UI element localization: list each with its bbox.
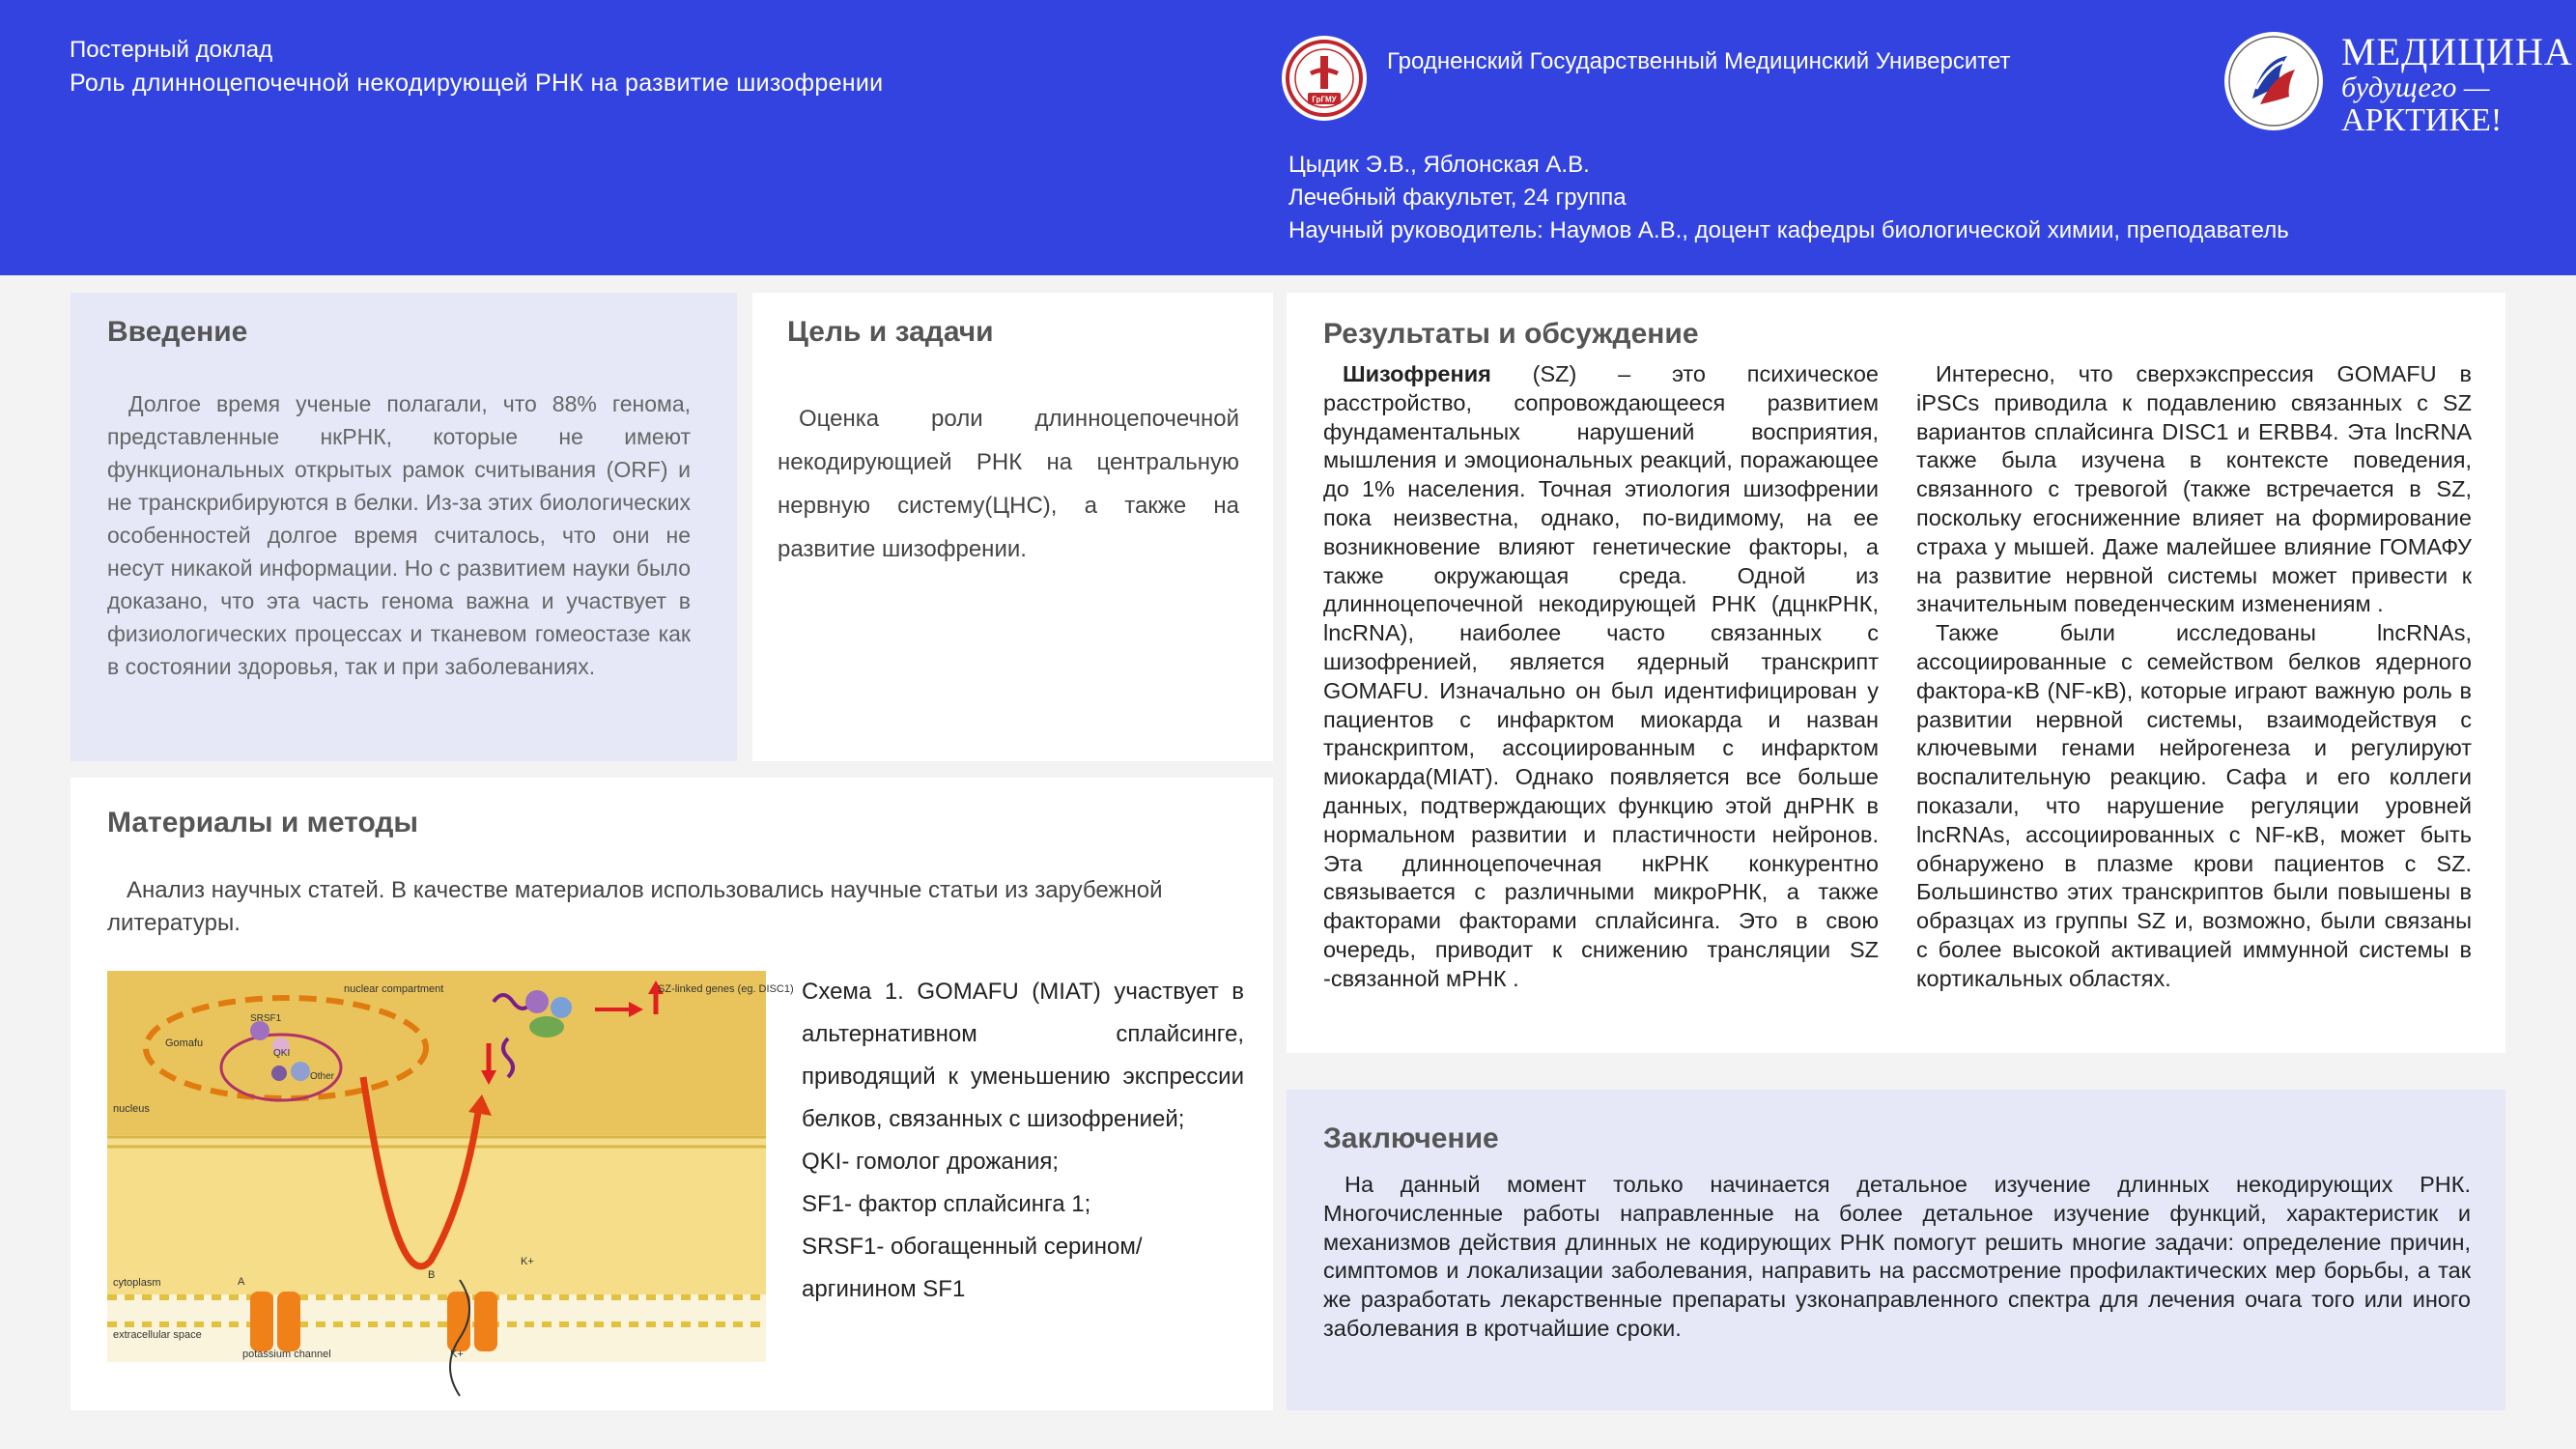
- poster-title: Роль длинноцепочечной некодирующей РНК на развитие шизофрении: [70, 70, 884, 97]
- intro-text: Долгое время ученые полагали, что 88% генома, представленные нкРНК, которые не имеют функциональных открытых рамок считывания (ORF) и не транскрибируются в белки. Из-за этих биологических особенностей долгое время считалось, что они не несут никакой информации. Но с развитием науки было доказано, что эта часть генома важна и участвует в физиологических процессах и тканевом гомеостазе как в состоянии здоровья, так и при заболеваниях.: [107, 391, 691, 679]
- scheme-label-gomafu: Gomafu: [165, 1037, 204, 1049]
- goal-heading: Цель и задачи: [787, 316, 994, 348]
- intro-panel: [71, 293, 737, 761]
- methods-text: Анализ научных статей. В качестве материалов использовались научные статьи из зарубежной литературы.: [107, 877, 1163, 936]
- scheme-label-extracellular: extracellular space: [113, 1329, 202, 1341]
- authors: Цыдик Э.В., Яблонская А.В.: [1288, 152, 1590, 178]
- scheme-label-nuclear: nuclear compartment: [344, 983, 444, 995]
- gomafu-scheme-figure: [107, 971, 794, 1362]
- methods-heading: Материалы и методы: [107, 807, 419, 838]
- conclusion-panel: [1287, 1090, 2505, 1410]
- scheme-label-a: A: [238, 1276, 245, 1288]
- caption-line: SRSF1- обогащенный серином/ аргинином SF1: [802, 1234, 1143, 1302]
- scheme-label-k2: K+: [450, 1349, 464, 1360]
- scheme-label-k1: K+: [521, 1256, 534, 1267]
- university-logo-icon: [1281, 35, 1368, 122]
- scheme-caption: [802, 971, 1244, 1311]
- caption-line: Схема 1. GOMAFU (MIAT) участвует в альтернативном сплайсинге, приводящий к уменьшению экспрессии белков, связанных с шизофренией;: [802, 979, 1244, 1132]
- scheme-label-other: Other: [310, 1071, 335, 1082]
- results-panel: [1287, 293, 2505, 1053]
- intro-heading: Введение: [107, 316, 248, 348]
- scheme-label-b: B: [428, 1269, 436, 1281]
- university-logo-text: ГрГМУ: [1312, 95, 1337, 104]
- results-heading: Результаты и обсуждение: [1323, 318, 1699, 350]
- header: [0, 0, 2576, 275]
- caption-line: QKI- гомолог дрожания;: [802, 1149, 1060, 1175]
- conclusion-heading: Заключение: [1323, 1122, 1499, 1154]
- goal-text: Оценка роли длинноцепочечной некодирующией РНК на центральную нервную систему(ЦНС), а также на развитие шизофрении.: [778, 406, 1239, 562]
- university-name: Гродненский Государственный Медицинский Университет: [1387, 48, 2011, 74]
- poster-kind: Постерный доклад: [70, 37, 273, 63]
- motto: [2341, 30, 2573, 138]
- faculty: Лечебный факультет, 24 группа: [1288, 185, 1627, 211]
- methods-panel: [71, 778, 1273, 1410]
- motto-line-2: будущего —: [2341, 71, 2490, 103]
- authors-block: [1288, 149, 2289, 247]
- motto-line-1: МЕДИЦИНА: [2341, 30, 2573, 73]
- results-col2-p2: Также были исследованы lncRNAs, ассоциированные с семейством белков ядерного фактора-κB (NF-κB), которые играют важную роль в развитии нервной системы, взаимодействуя с ключевыми генами нейрогенеза и регулируют воспалительную реакцию. Сафа и его коллеги показали, что нарушение регуляции уровней lncRNAs, ассоциированных с NF-κB, может быть обнаружено в плазме крови пациентов с SZ. Большинство этих транскриптов были повышены в образцах из группы SZ и, возможно, были связаны с более высокой активацией иммунной системы в кортикальных областях.: [1916, 620, 2472, 991]
- results-col1-text: (SZ) – это психическое расстройство, сопровождающееся развитием фундаментальных нарушений восприятия, мышления и эмоциональных реакций, поражающее до 1% населения. Точная этиология шизофрении пока неизвестна, однако, по-видимому, на ее возникновение влияют генетические факторы, а также окружающая среда. Одной из длинноцепочечной некодирующей РНК (дцнкРНК, lncRNA), наиболее часто связанных с шизофренией, является ядерный транскрипт GOMAFU. Изначально он был идентифицирован у пациентов с инфарктом миокарда и назван транскриптом, ассоциированным с инфарктом миокарда(MIAT). Однако появляется все больше данных, подтверждающих функцию этой днРНК в нормальном развитии и пластичности нейронов. Эта длинноцепочечная нкРНК конкурентно связывается с различными микроРНК, а также факторами факторами сплайсинга. Это в свою очередь, приводит к снижению трансляции SZ -связанной мРНК .: [1323, 361, 1879, 991]
- goal-panel: [752, 293, 1273, 761]
- results-term: Шизофрения: [1343, 361, 1491, 386]
- scheme-label-sz-genes: SZ-linked genes (eg. DISC1): [658, 983, 794, 995]
- scheme-label-nucleus: nucleus: [113, 1103, 150, 1115]
- results-column-2: [1916, 360, 2472, 994]
- scheme-label-potassium: potassium channel: [242, 1349, 331, 1360]
- supervisor: Научный руководитель: Наумов А.В., доцент кафедры биологической химии, преподаватель: [1288, 217, 2289, 243]
- motto-line-3: АРКТИКЕ!: [2341, 102, 2503, 138]
- results-column-1: [1323, 360, 1879, 994]
- results-col2-p1: Интересно, что сверхэкспрессия GOMAFU в iPSCs приводила к подавлению связанных с SZ вариантов сплайсинга DISC1 и ERBB4. Эта lncRNA также была изучена в контексте поведения, связанного с тревогой (также встречается в SZ, поскольку егосниженние влияет на формирование страха у мышей. Даже малейшее влияние ГОМАФУ на развитие нервной системы может привести к значительным поведенческим изменениям .: [1916, 361, 2472, 617]
- emblem-logo-icon: [2223, 31, 2324, 131]
- scheme-label-cytoplasm: cytoplasm: [113, 1277, 161, 1289]
- caption-line: SF1- фактор сплайсинга 1;: [802, 1191, 1091, 1217]
- conclusion-text: На данный момент только начинается детальное изучение длинных некодирующих РНК. Многочисленные работы направленные на более детальное изучение функций, характеристик и механизмов действия длинных не кодирующих РНК помогут решить многие задачи: определение причин, симптомов и локализации заболевания, направить на рассмотрение профилактических мер борьбы, а так же разработать лекарственные препараты узконаправленного спектра для лечения очага того или иного заболевания в кротчайшие сроки.: [1323, 1172, 2471, 1341]
- scheme-label-srsf1: SRSF1: [250, 1013, 282, 1024]
- scheme-label-qki: QKI: [273, 1048, 291, 1059]
